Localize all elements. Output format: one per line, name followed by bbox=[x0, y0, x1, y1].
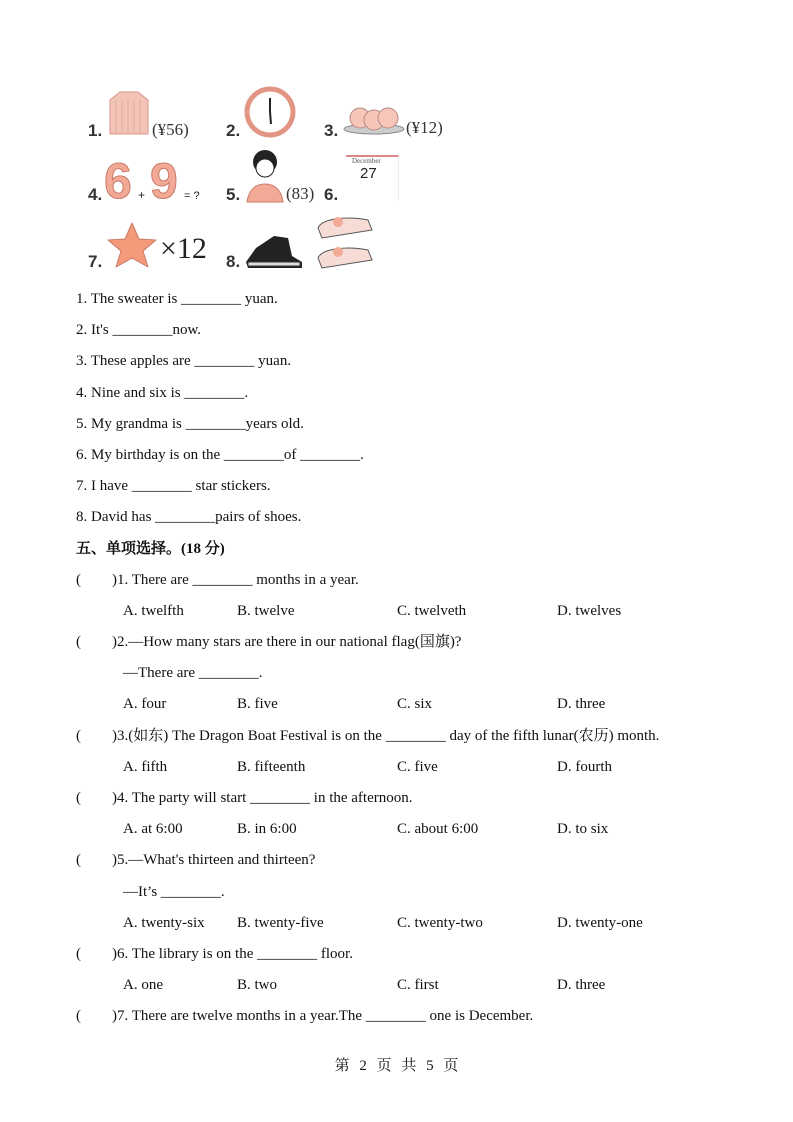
sneakers-image bbox=[244, 228, 304, 270]
section-heading: 五、单项选择。(18 分) bbox=[76, 540, 225, 557]
answer-paren: ( bbox=[76, 1008, 81, 1025]
option-c: C. twelveth bbox=[397, 602, 467, 619]
apples-price: (¥12) bbox=[406, 118, 443, 137]
pic-label-8: 8. bbox=[226, 252, 241, 271]
fill-in-item: 8. David has ________pairs of shoes. bbox=[76, 509, 302, 526]
question-4 bbox=[76, 788, 776, 819]
pic-label-2: 2. bbox=[226, 121, 241, 140]
sweater-price: (¥56) bbox=[152, 120, 189, 139]
fill-in-item: 1. The sweater is ________ yuan. bbox=[76, 291, 278, 307]
option-a: A. one bbox=[123, 977, 163, 994]
apples-image bbox=[342, 96, 406, 136]
option-c: C. six bbox=[397, 696, 433, 713]
nine-digit-image: 9 bbox=[150, 153, 178, 209]
question-stem: )4. The party will start ________ in the afternoon. bbox=[112, 790, 413, 806]
answer-paren: ( bbox=[76, 634, 81, 651]
option-a: A. four bbox=[123, 696, 167, 713]
fill-in-item: 4. Nine and six is ________. bbox=[76, 384, 249, 401]
sweater-image bbox=[106, 88, 152, 138]
fill-in-item: 7. I have ________ star stickers. bbox=[76, 478, 271, 495]
option-a: A. twenty-six bbox=[123, 914, 205, 931]
pic-label-3: 3. bbox=[324, 121, 339, 140]
option-d: D. fourth bbox=[557, 758, 612, 775]
grandma-image bbox=[244, 148, 286, 204]
question-response: —It’s ________. bbox=[123, 883, 225, 900]
option-c: C. first bbox=[397, 977, 439, 994]
pic-label-4: 4. bbox=[88, 185, 103, 204]
pic-label-6: 6. bbox=[324, 185, 339, 204]
question-2 bbox=[76, 632, 776, 663]
question-6 bbox=[76, 944, 776, 975]
question-1 bbox=[76, 570, 776, 601]
calendar-image bbox=[346, 155, 399, 201]
question-4-options bbox=[76, 819, 776, 850]
question-5-options bbox=[76, 913, 776, 944]
calendar-month: December bbox=[352, 157, 381, 165]
answer-paren: ( bbox=[76, 727, 81, 744]
question-5 bbox=[76, 850, 776, 881]
answer-paren: ( bbox=[76, 790, 81, 806]
option-b: B. fifteenth bbox=[237, 758, 306, 775]
option-a: A. at 6:00 bbox=[123, 821, 183, 838]
question-2-options bbox=[76, 694, 776, 725]
question-6-options bbox=[76, 975, 776, 1006]
fill-in-item: 5. My grandma is ________years old. bbox=[76, 415, 304, 432]
option-b: B. two bbox=[237, 977, 278, 994]
option-d: D. twelves bbox=[557, 602, 622, 619]
option-c: C. five bbox=[397, 758, 438, 775]
answer-paren: ( bbox=[76, 945, 81, 962]
pic-label-1: 1. bbox=[88, 121, 103, 140]
option-b: B. twelve bbox=[237, 602, 295, 619]
question-3 bbox=[76, 726, 776, 757]
question-7 bbox=[76, 1006, 776, 1037]
question-text bbox=[76, 289, 776, 1038]
pink-shoes-image bbox=[312, 210, 378, 270]
option-d: D. three bbox=[557, 977, 606, 994]
option-a: A. twelfth bbox=[123, 602, 184, 619]
clock-image bbox=[244, 86, 296, 138]
pic-label-5: 5. bbox=[226, 185, 241, 204]
question-response: —There are ________. bbox=[123, 665, 263, 682]
plus-sign: + bbox=[138, 188, 146, 202]
times-twelve: ×12 bbox=[160, 232, 207, 265]
calendar-day: 27 bbox=[360, 165, 377, 182]
option-d: D. to six bbox=[557, 821, 609, 838]
equals-question: = ? bbox=[184, 190, 200, 202]
page-footer: 第 2 页 共 5 页 bbox=[334, 1058, 459, 1074]
option-b: B. twenty-five bbox=[237, 914, 324, 931]
question-stem: )1. There are ________ months in a year. bbox=[112, 571, 359, 588]
question-3-options bbox=[76, 757, 776, 788]
answer-paren: ( bbox=[76, 852, 81, 869]
question-stem: )6. The library is on the ________ floor. bbox=[112, 945, 353, 962]
question-stem: )5.—What's thirteen and thirteen? bbox=[112, 852, 316, 869]
option-b: B. five bbox=[237, 696, 278, 713]
fill-in-item: 2. It's ________now. bbox=[76, 322, 202, 339]
star-image bbox=[106, 221, 158, 269]
option-d: D. three bbox=[557, 696, 606, 713]
question-1-options bbox=[76, 601, 776, 632]
answer-paren: ( bbox=[76, 571, 81, 588]
six-digit-image: 6 bbox=[104, 153, 132, 209]
option-d: D. twenty-one bbox=[557, 914, 643, 931]
pic-label-7: 7. bbox=[88, 252, 103, 271]
fill-in-item: 3. These apples are ________ yuan. bbox=[76, 353, 292, 370]
option-a: A. fifth bbox=[123, 758, 168, 775]
fill-in-item: 6. My birthday is on the ________of ________. bbox=[76, 446, 364, 463]
option-c: C. about 6:00 bbox=[397, 821, 479, 838]
question-stem: )7. There are twelve months in a year.The ________ one is December. bbox=[112, 1008, 534, 1025]
option-b: B. in 6:00 bbox=[237, 821, 297, 838]
grandma-age: (83) bbox=[286, 184, 315, 203]
option-c: C. twenty-two bbox=[397, 914, 483, 931]
question-stem: )3.(如东) The Dragon Boat Festival is on the ________ day of the fifth lunar(农历) month. bbox=[112, 727, 660, 744]
question-stem: )2.—How many stars are there in our national flag(国旗)? bbox=[112, 634, 462, 651]
